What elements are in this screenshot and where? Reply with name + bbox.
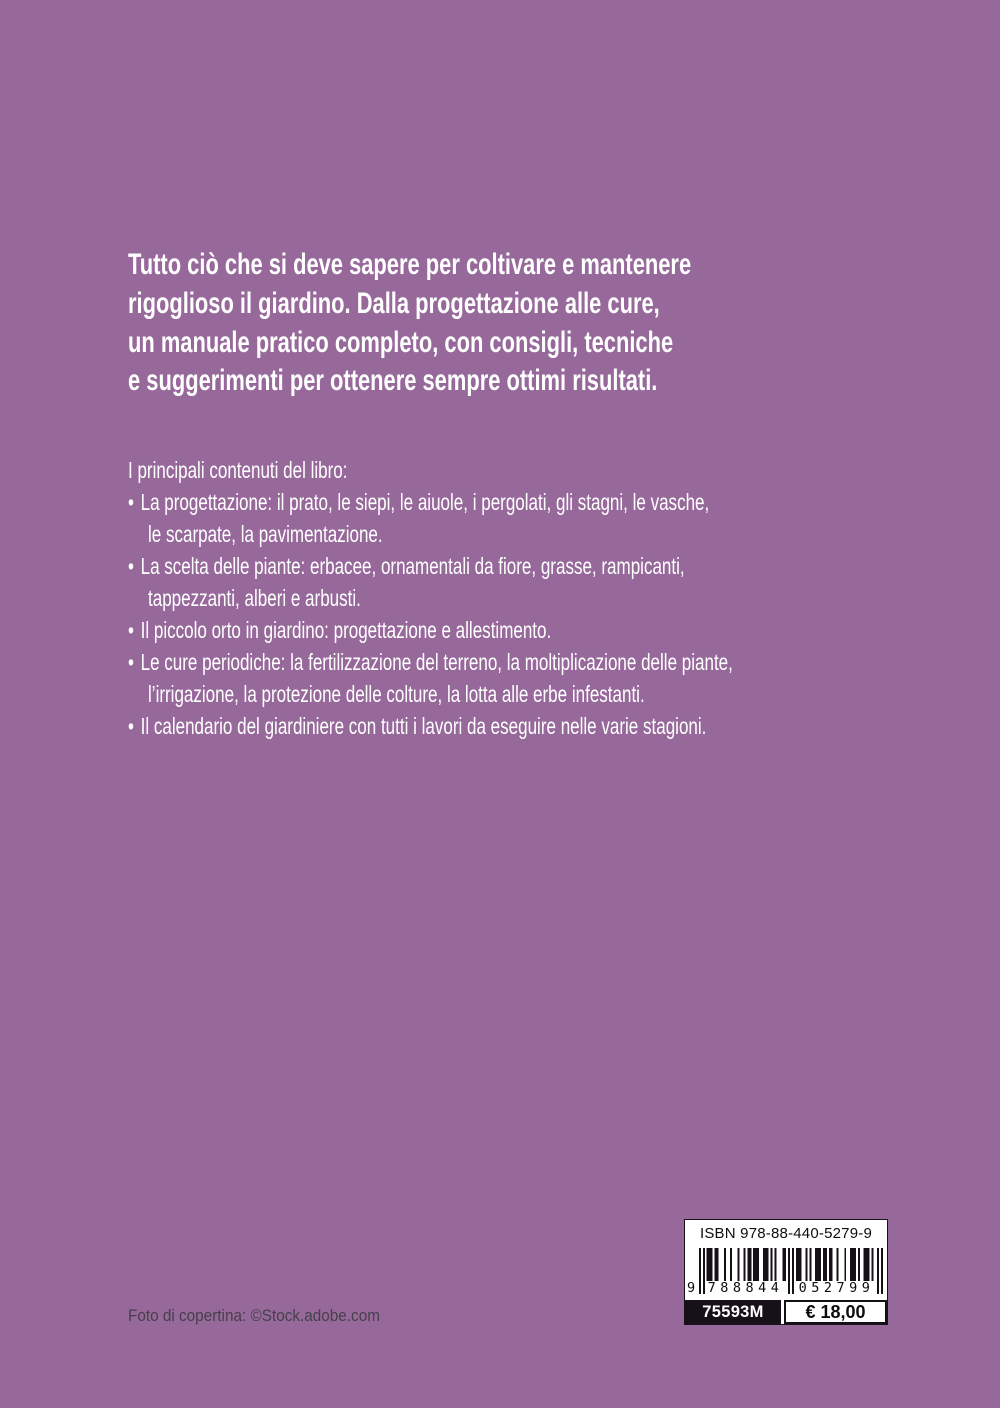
bullet-icon: •: [128, 649, 134, 675]
intro-line: [128, 246, 899, 285]
ean13-barcode: [687, 1248, 883, 1298]
intro-line-text: Tutto ciò che si deve sapere per coltivare e mantenere: [128, 248, 692, 281]
intro-line: [128, 362, 899, 401]
list-item: [128, 614, 945, 646]
intro-paragraph: [128, 246, 899, 401]
barcode-panel: [684, 1219, 888, 1325]
photo-credit: [128, 1305, 408, 1327]
contents-list: [128, 454, 945, 742]
intro-line: [128, 324, 899, 363]
photo-credit-text: Foto di copertina: ©Stock.adobe.com: [128, 1306, 380, 1325]
list-item-continuation: [128, 678, 945, 710]
list-item-continuation: [128, 518, 945, 550]
intro-line-text: e suggerimenti per ottenere sempre ottimi risultati.: [128, 364, 658, 398]
barcode-digits-right: 052799: [796, 1281, 877, 1295]
list-item: [128, 646, 945, 678]
contents-heading-text: I principali contenuti del libro:: [128, 457, 348, 483]
list-item-text: tappezzanti, alberi e arbusti.: [148, 585, 361, 611]
barcode-digits-left: 788844: [705, 1281, 786, 1295]
barcode-bottom-row: [685, 1300, 887, 1324]
intro-line: [128, 285, 899, 324]
list-item-text: l’irrigazione, la protezione delle colture, la lotta alle erbe infestanti.: [148, 681, 645, 707]
list-item-text: Il piccolo orto in giardino: progettazione e allestimento.: [140, 617, 552, 643]
bullet-icon: •: [128, 617, 134, 643]
bullet-icon: •: [128, 489, 134, 515]
list-item-text: La progettazione: il prato, le siepi, le aiuole, i pergolati, gli stagni, le vasche,: [140, 489, 710, 515]
list-item-text: Le cure periodiche: la fertilizzazione del terreno, la moltiplicazione delle piante,: [140, 649, 733, 675]
intro-line-text: rigoglioso il giardino. Dalla progettazione alle cure,: [128, 286, 660, 320]
list-item-text: La scelta delle piante: erbacee, ornamentali da fiore, grasse, rampicanti,: [140, 553, 685, 579]
intro-line-text: un manuale pratico completo, con consigli, tecniche: [128, 325, 674, 359]
bullet-icon: •: [128, 713, 134, 739]
isbn-number: ISBN 978-88-440-5279-9: [699, 1225, 872, 1242]
price-tag: € 18,00: [784, 1300, 887, 1324]
list-item-text: le scarpate, la pavimentazione.: [148, 521, 383, 547]
list-item: [128, 550, 945, 582]
bullet-icon: •: [128, 553, 134, 579]
contents-heading: [128, 454, 945, 486]
list-item: [128, 710, 945, 742]
barcode-digit-leading: 9: [687, 1280, 696, 1296]
list-item-text: Il calendario del giardiniere con tutti i lavori da eseguire nelle varie stagioni.: [140, 713, 707, 739]
list-item-continuation: [128, 582, 945, 614]
list-item: [128, 486, 945, 518]
product-code-tag: 75593M: [685, 1300, 781, 1324]
